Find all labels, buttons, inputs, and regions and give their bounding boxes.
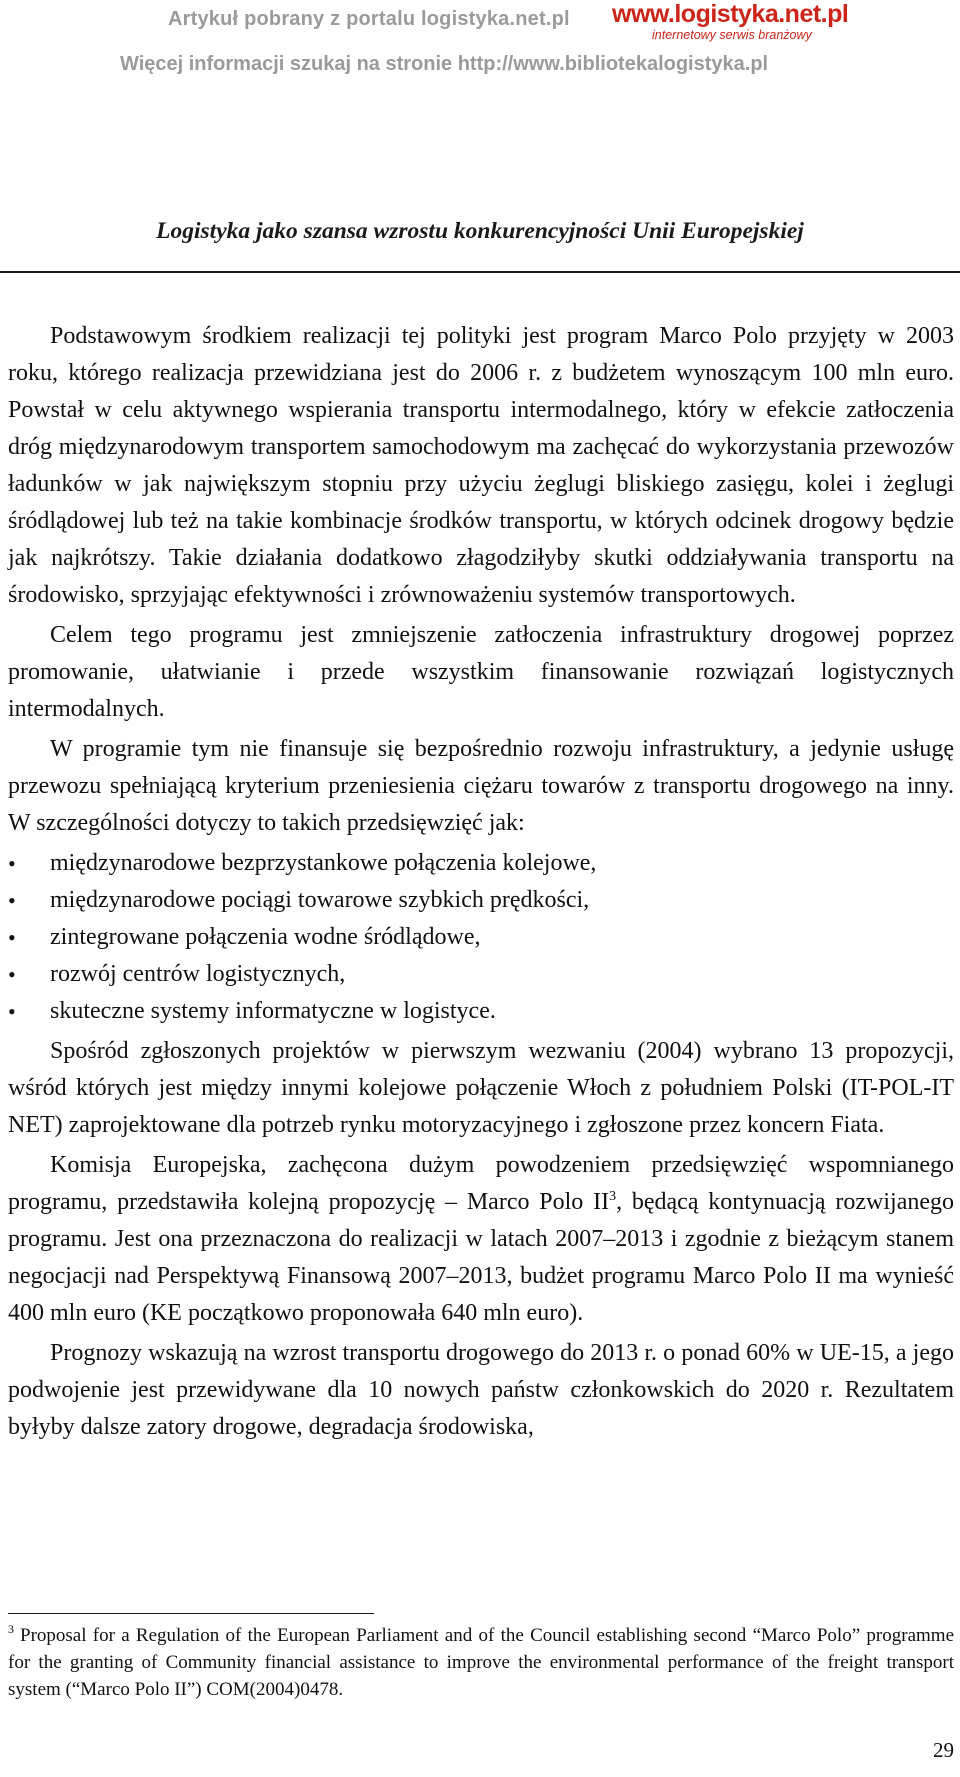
portal-logo[interactable] xyxy=(612,0,849,48)
bullet-icon: • xyxy=(8,888,16,913)
paragraph-6: Prognozy wskazują na wzrost transportu drogowego do 2013 r. o ponad 60% w UE-15, a jego podwojenie jest przewidywane dla 10 nowych państw członkowskich do 2020 r. Rezultatem byłyby dalsze zatory drogowe, degradacja środowiska, xyxy=(8,1340,954,1440)
bullet-icon: • xyxy=(8,999,16,1024)
paragraph-5-text-a: Komisja Europejska, zachęcona dużym powodzeniem przedsięwzięć wspomnianego programu, przedstawiła kolejną propozycję – Marco Polo II xyxy=(8,1152,954,1215)
list-item xyxy=(8,845,954,882)
paragraph-5 xyxy=(8,1147,954,1332)
list-item xyxy=(8,956,954,993)
footnote xyxy=(8,1622,954,1703)
list-item-text: międzynarodowe bezprzystankowe połączenia kolejowe, xyxy=(50,850,597,876)
body-text xyxy=(8,318,954,1449)
logo-tagline: internetowy serwis branżowy xyxy=(652,28,812,42)
paragraph-1: Podstawowym środkiem realizacji tej polityki jest program Marco Polo przyjęty w 2003 roku, którego realizacja przewidziana jest do 2006 r. z budżetem wynoszącym 100 mln euro. Powstał w celu aktywnego wspierania transportu intermodalnego, który w efekcie zatłoczenia dróg międzynarodowym transportem samochodowym ma zachęcać do wykorzystania przewozów ładunków w jak największym stopniu przy użyciu żeglugi bliskiego zasięgu, kolei i żeglugi śródlądowej lub też na takie kombinacje środków transportu, w których odcinek drogowy będzie jak najkrótszy. Takie działania dodatkowo złagodziłyby skutki oddziaływania transportu na środowisko, sprzyjając efektywności i zrównoważeniu systemów transportowych. xyxy=(8,323,954,608)
list-item-text: międzynarodowe pociągi towarowe szybkich prędkości, xyxy=(50,887,590,913)
list-item xyxy=(8,882,954,919)
portal-source-line: Artykuł pobrany z portalu logistyka.net.pl xyxy=(168,8,570,30)
list-item xyxy=(8,993,954,1030)
portal-header xyxy=(0,0,960,90)
paragraph-3: W programie tym nie finansuje się bezpośrednio rozwoju infrastruktury, a jedynie usługę przewozu spełniającą kryterium przeniesienia ciężaru towarów z transportu drogowego na inny. W szczególności dotyczy to takich przedsięwzięć jak: xyxy=(8,736,954,836)
bullet-list xyxy=(8,845,954,1030)
footnote-reference[interactable]: 3 xyxy=(609,1189,617,1204)
page-number: 29 xyxy=(933,1738,954,1762)
bullet-icon: • xyxy=(8,962,16,987)
footnote-text: Proposal for a Regulation of the European Parliament and of the Council establishing second “Marco Polo” programme for the granting of Community financial assistance to improve the environmental performance of the freight transport system (“Marco Polo II”) COM(2004)0478. xyxy=(8,1625,954,1700)
running-title: Logistyka jako szansa wzrostu konkurencyjności Unii Europejskiej xyxy=(156,218,804,244)
title-divider xyxy=(0,271,960,273)
list-item xyxy=(8,919,954,956)
paragraph-4: Spośród zgłoszonych projektów w pierwszym wezwaniu (2004) wybrano 13 propozycji, wśród których jest między innymi kolejowe połączenie Włoch z południem Polski (IT-POL-IT NET) zaprojektowane dla potrzeb rynku motoryzacyjnego i zgłoszone przez koncern Fiata. xyxy=(8,1038,954,1138)
portal-info-line: Więcej informacji szukaj na stronie http://www.bibliotekalogistyka.pl xyxy=(120,53,769,75)
bullet-icon: • xyxy=(8,925,16,950)
list-item-text: zintegrowane połączenia wodne śródlądowe, xyxy=(50,924,481,950)
bullet-icon: • xyxy=(8,851,16,876)
paragraph-5-text-b: , będącą kontynuacją rozwijanego programu. Jest ona przeznaczona do realizacji w latach 2007–2013 i zgodnie z bieżącym stanem negocjacji nad Perspektywą Finansową 2007–2013, budżet programu Marco Polo II ma wynieść 400 mln euro (KE początkowo proponowała 640 mln euro). xyxy=(8,1189,954,1326)
list-item-text: rozwój centrów logistycznych, xyxy=(50,961,346,987)
logo-wordmark: www.logistyka.net.pl xyxy=(612,0,849,28)
list-item-text: skuteczne systemy informatyczne w logistyce. xyxy=(50,998,496,1024)
footnote-mark: 3 xyxy=(8,1622,14,1636)
paragraph-2: Celem tego programu jest zmniejszenie zatłoczenia infrastruktury drogowej poprzez promowanie, ułatwianie i przede wszystkim finansowanie rozwiązań logistycznych intermodalnych. xyxy=(8,622,954,722)
footnote-divider xyxy=(8,1613,374,1614)
